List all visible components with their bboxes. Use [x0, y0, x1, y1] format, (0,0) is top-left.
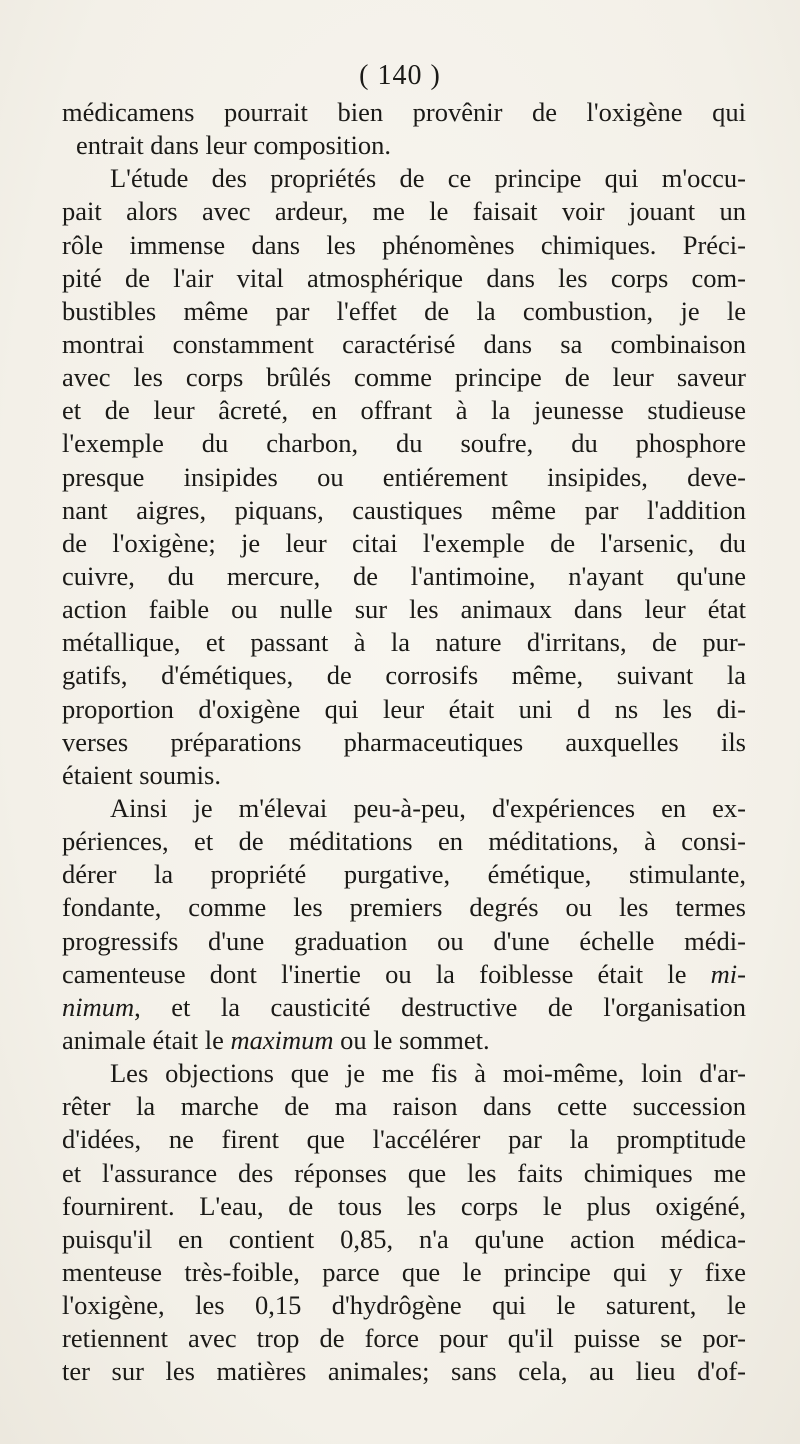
- text-line: Ainsi je m'élevai peu-à-peu, d'expériences en ex-: [110, 792, 746, 823]
- text-line: presque insipides ou entiérement insipides, deve-: [62, 461, 746, 492]
- text-line: l'exemple du charbon, du soufre, du phosphore: [62, 428, 746, 459]
- text-line: entrait dans leur composition.: [76, 130, 391, 161]
- text-line: L'étude des propriétés de ce principe qui m'occu-: [110, 163, 746, 194]
- text-line: dérer la propriété purgative, émétique, stimulante,: [62, 859, 746, 890]
- page-number: ( 140 ): [359, 60, 441, 91]
- text-line: pait alors avec ardeur, me le faisait voir jouant un: [62, 196, 746, 227]
- text-line: retiennent avec trop de force pour qu'il puisse se por-: [62, 1323, 746, 1354]
- text-line: médicamens pourrait bien provênir de l'oxigène qui: [62, 97, 746, 127]
- text-line: nimum, et la causticité destructive de l'organisation: [62, 991, 746, 1022]
- text-line: menteuse très-foible, parce que le principe qui y fixe: [62, 1256, 746, 1287]
- text-line: rôle immense dans les phénomènes chimiques. Préci-: [62, 229, 746, 260]
- text-line: avec les corps brûlés comme principe de leur saveur: [62, 362, 746, 393]
- text-line: périences, et de méditations en méditations, à consi-: [62, 826, 746, 857]
- text-line: ter sur les matières animales; sans cela, au lieu d'of-: [62, 1356, 746, 1387]
- text-line: et l'assurance des réponses que les faits chimiques me: [62, 1157, 746, 1188]
- text-line: verses préparations pharmaceutiques auxquelles ils: [62, 726, 746, 757]
- text-line: nant aigres, piquans, caustiques même par l'addition: [62, 494, 746, 525]
- text-line: gatifs, d'émétiques, de corrosifs même, suivant la: [62, 660, 746, 691]
- text-line: puisqu'il en contient 0,85, n'a qu'une action médica-: [62, 1223, 746, 1254]
- text-line: l'oxigène, les 0,15 d'hydrôgène qui le saturent, le: [62, 1290, 746, 1321]
- text-line: montrai constamment caractérisé dans sa combinaison: [62, 328, 746, 359]
- text-line: pité de l'air vital atmosphérique dans les corps com-: [62, 262, 746, 293]
- text-line: rêter la marche de ma raison dans cette succession: [62, 1091, 746, 1122]
- text-line: de l'oxigène; je leur citai l'exemple de l'arsenic, du: [62, 527, 746, 558]
- text-line: animale était le maximum ou le sommet.: [62, 1024, 490, 1055]
- text-line: d'idées, ne firent que l'accélérer par la promptitude: [62, 1124, 746, 1155]
- text-line: et de leur âcreté, en offrant à la jeunesse studieuse: [62, 395, 746, 426]
- text-line: métallique, et passant à la nature d'irritans, de pur-: [62, 627, 746, 658]
- text-line: action faible ou nulle sur les animaux dans leur état: [62, 594, 746, 625]
- text-line: camenteuse dont l'inertie ou la foiblesse était le mi-: [62, 958, 746, 989]
- text-line: proportion d'oxigène qui leur était uni d ns les di-: [62, 693, 746, 724]
- text-line: étaient soumis.: [62, 759, 221, 790]
- text-line: fondante, comme les premiers degrés ou les termes: [62, 892, 746, 923]
- text-line: Les objections que je me fis à moi-même, loin d'ar-: [110, 1058, 746, 1089]
- text-line: fournirent. L'eau, de tous les corps le plus oxigéné,: [62, 1190, 746, 1221]
- text-line: cuivre, du mercure, de l'antimoine, n'ayant qu'une: [62, 560, 746, 591]
- body-text: [62, 96, 746, 1388]
- text-line: progressifs d'une graduation ou d'une échelle médi-: [62, 925, 746, 956]
- text-line: bustibles même par l'effet de la combustion, je le: [62, 295, 746, 326]
